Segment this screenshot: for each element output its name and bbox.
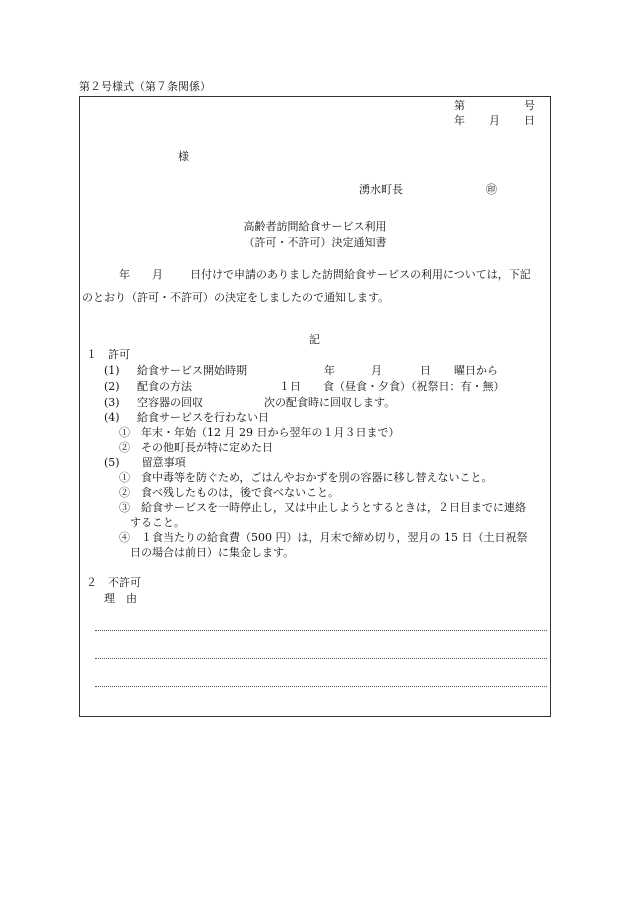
reason-line-3 xyxy=(95,686,547,687)
item3-num: (3) xyxy=(104,396,120,409)
item1-day: 日 xyxy=(420,364,431,377)
ki-heading: 記 xyxy=(309,333,320,346)
date-month: 月 xyxy=(489,114,500,127)
addressee-suffix: 様 xyxy=(178,150,189,163)
body-month: 月 xyxy=(152,268,163,281)
item1-year: 年 xyxy=(324,364,335,377)
note-3: ③ 給食サービスを一時停止し，又は中止しようとするときは，２日目までに連絡 xyxy=(119,501,526,514)
item1-dow: 曜日から xyxy=(454,364,498,377)
reason-line-2 xyxy=(95,658,547,659)
item2-label: 配食の方法 xyxy=(137,380,192,393)
item3-label: 空容器の回収 xyxy=(137,396,203,409)
item4-num: (4) xyxy=(104,411,120,424)
section1-heading: １ 許可 xyxy=(86,348,130,361)
body-text-line2: のとおり（許可・不許可）の決定をしましたので通知します。 xyxy=(82,291,390,304)
reason-line-1 xyxy=(95,630,547,631)
item1-num: (1) xyxy=(104,364,120,377)
item3-value: 次の配食時に回収します。 xyxy=(264,396,396,409)
form-label: 第２号様式（第７条関係） xyxy=(79,80,211,93)
item4-label: 給食サービスを行わない日 xyxy=(137,411,269,424)
issuer-name: 湧水町長 xyxy=(359,183,403,196)
number-suffix: 号 xyxy=(524,99,535,112)
date-year: 年 xyxy=(454,114,465,127)
note-4-cont: 日の場合は前日）に集金します。 xyxy=(130,546,295,559)
note-2: ② 食べ残したものは，後で食べないこと。 xyxy=(119,486,339,499)
item1-label: 給食サービス開始時期 xyxy=(137,364,247,377)
number-prefix: 第 xyxy=(454,99,465,112)
note-1: ① 食中毒等を防ぐため，ごはんやおかずを別の容器に移し替えないこと。 xyxy=(119,471,493,484)
item1-month: 月 xyxy=(371,364,382,377)
no-service-day-2: ② その他町長が特に定めた日 xyxy=(119,441,273,454)
item2-value: １日 食（昼食・夕食）（祝祭日：有・無） xyxy=(279,380,505,393)
note-3-cont: すること。 xyxy=(130,516,185,529)
body-text-line1: 日付けで申請のありました訪問給食サービスの利用については，下記 xyxy=(190,268,531,281)
date-day: 日 xyxy=(524,114,535,127)
note-4: ④ １食当たりの給食費（500 円）は，月末で締め切り，翌月の 15 日（土日祝祭 xyxy=(119,531,528,544)
notes-heading: (5) 留意事項 xyxy=(104,456,186,469)
section2-heading: ２ 不許可 xyxy=(86,576,141,589)
seal-mark: ㊞ xyxy=(486,183,497,196)
reason-label: 理 由 xyxy=(104,592,137,605)
document-title-line2: （許可・不許可）決定通知書 xyxy=(243,236,387,249)
body-year: 年 xyxy=(119,268,130,281)
item2-num: (2) xyxy=(104,380,120,393)
no-service-day-1: ① 年末・年始（12 月 29 日から翌年の１月３日まで） xyxy=(119,426,400,439)
document-title-line1: 高齢者訪問給食サービス利用 xyxy=(243,220,387,233)
